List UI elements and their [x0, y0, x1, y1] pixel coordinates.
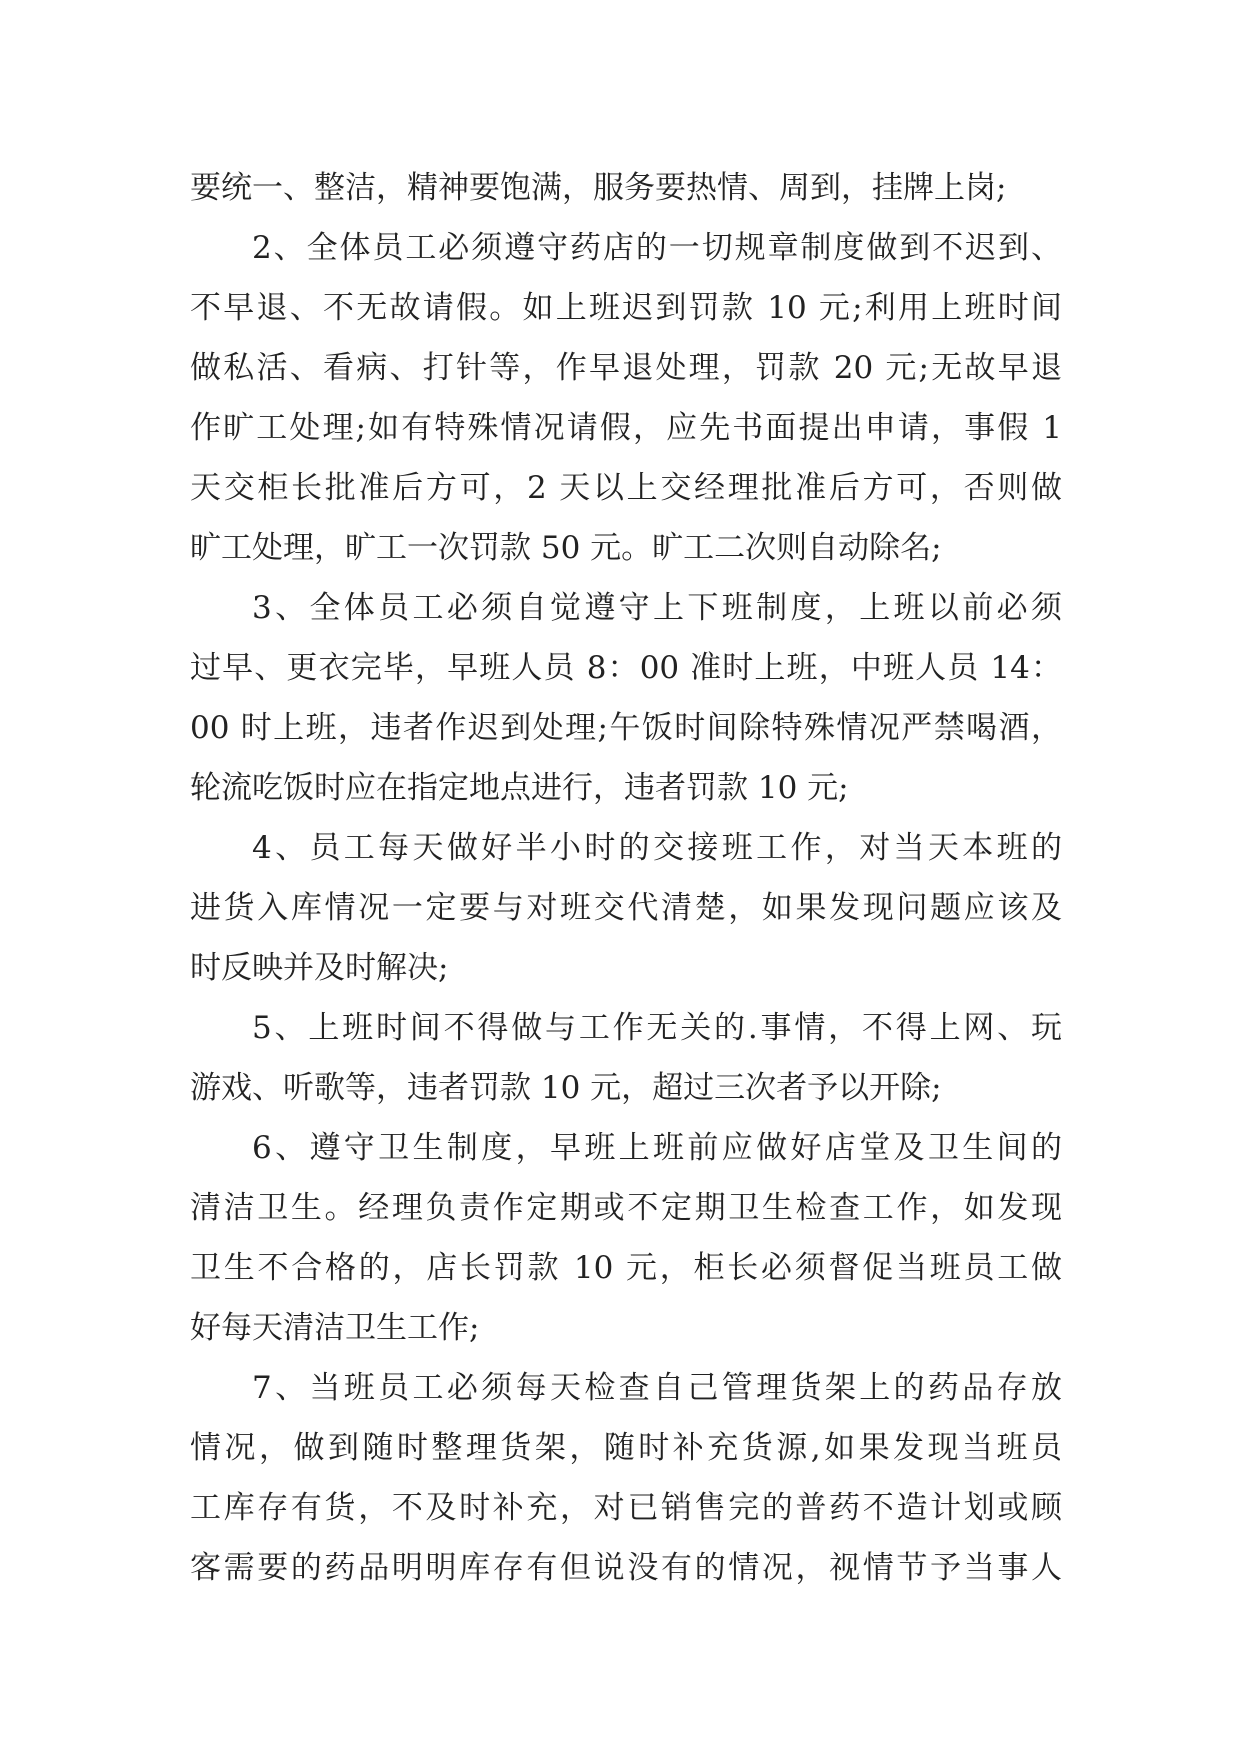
text-line: 5、上班时间不得做与工作无关的.事情，不得上网、玩	[252, 1010, 1062, 1046]
text-line: 工库存有货，不及时补充，对已销售完的普药不造计划或顾	[190, 1490, 1062, 1526]
text-line: 游戏、听歌等，违者罚款 10 元，超过三次者予以开除;	[190, 1070, 942, 1106]
text-line: 做私活、看病、打针等，作早退处理，罚款 20 元;无故早退	[190, 350, 1062, 386]
text-line: 客需要的药品明明库存有但说没有的情况，视情节予当事人	[190, 1550, 1062, 1586]
text-line: 2、全体员工必须遵守药店的一切规章制度做到不迟到、	[252, 230, 1062, 266]
document-body	[190, 158, 1062, 1598]
text-line: 旷工处理，旷工一次罚款 50 元。旷工二次则自动除名;	[190, 530, 942, 566]
text-line: 好每天清洁卫生工作;	[190, 1310, 480, 1346]
text-line: 作旷工处理;如有特殊情况请假，应先书面提出申请，事假 1	[190, 410, 1062, 446]
text-line: 卫生不合格的，店长罚款 10 元，柜长必须督促当班员工做	[190, 1250, 1062, 1286]
text-line: 00 时上班，违者作迟到处理;午饭时间除特殊情况严禁喝酒，	[190, 710, 1062, 746]
text-line: 进货入库情况一定要与对班交代清楚，如果发现问题应该及	[190, 890, 1062, 926]
text-line: 3、全体员工必须自觉遵守上下班制度，上班以前必须	[252, 590, 1062, 626]
text-line: 4、员工每天做好半小时的交接班工作，对当天本班的	[252, 830, 1062, 866]
text-line: 7、当班员工必须每天检查自己管理货架上的药品存放	[252, 1370, 1062, 1406]
text-line: 要统一、整洁，精神要饱满，服务要热情、周到，挂牌上岗;	[190, 170, 1007, 206]
text-line: 轮流吃饭时应在指定地点进行，违者罚款 10 元;	[190, 770, 849, 806]
text-line: 清洁卫生。经理负责作定期或不定期卫生检查工作，如发现	[190, 1190, 1062, 1226]
text-line: 过早、更衣完毕，早班人员 8：00 准时上班，中班人员 14：	[190, 650, 1062, 686]
text-line: 不早退、不无故请假。如上班迟到罚款 10 元;利用上班时间	[190, 290, 1062, 326]
text-line: 情况，做到随时整理货架，随时补充货源,如果发现当班员	[190, 1430, 1062, 1466]
text-line: 时反映并及时解决;	[190, 950, 449, 986]
text-line: 6、遵守卫生制度，早班上班前应做好店堂及卫生间的	[252, 1130, 1062, 1166]
text-line: 天交柜长批准后方可，2 天以上交经理批准后方可，否则做	[190, 470, 1062, 506]
